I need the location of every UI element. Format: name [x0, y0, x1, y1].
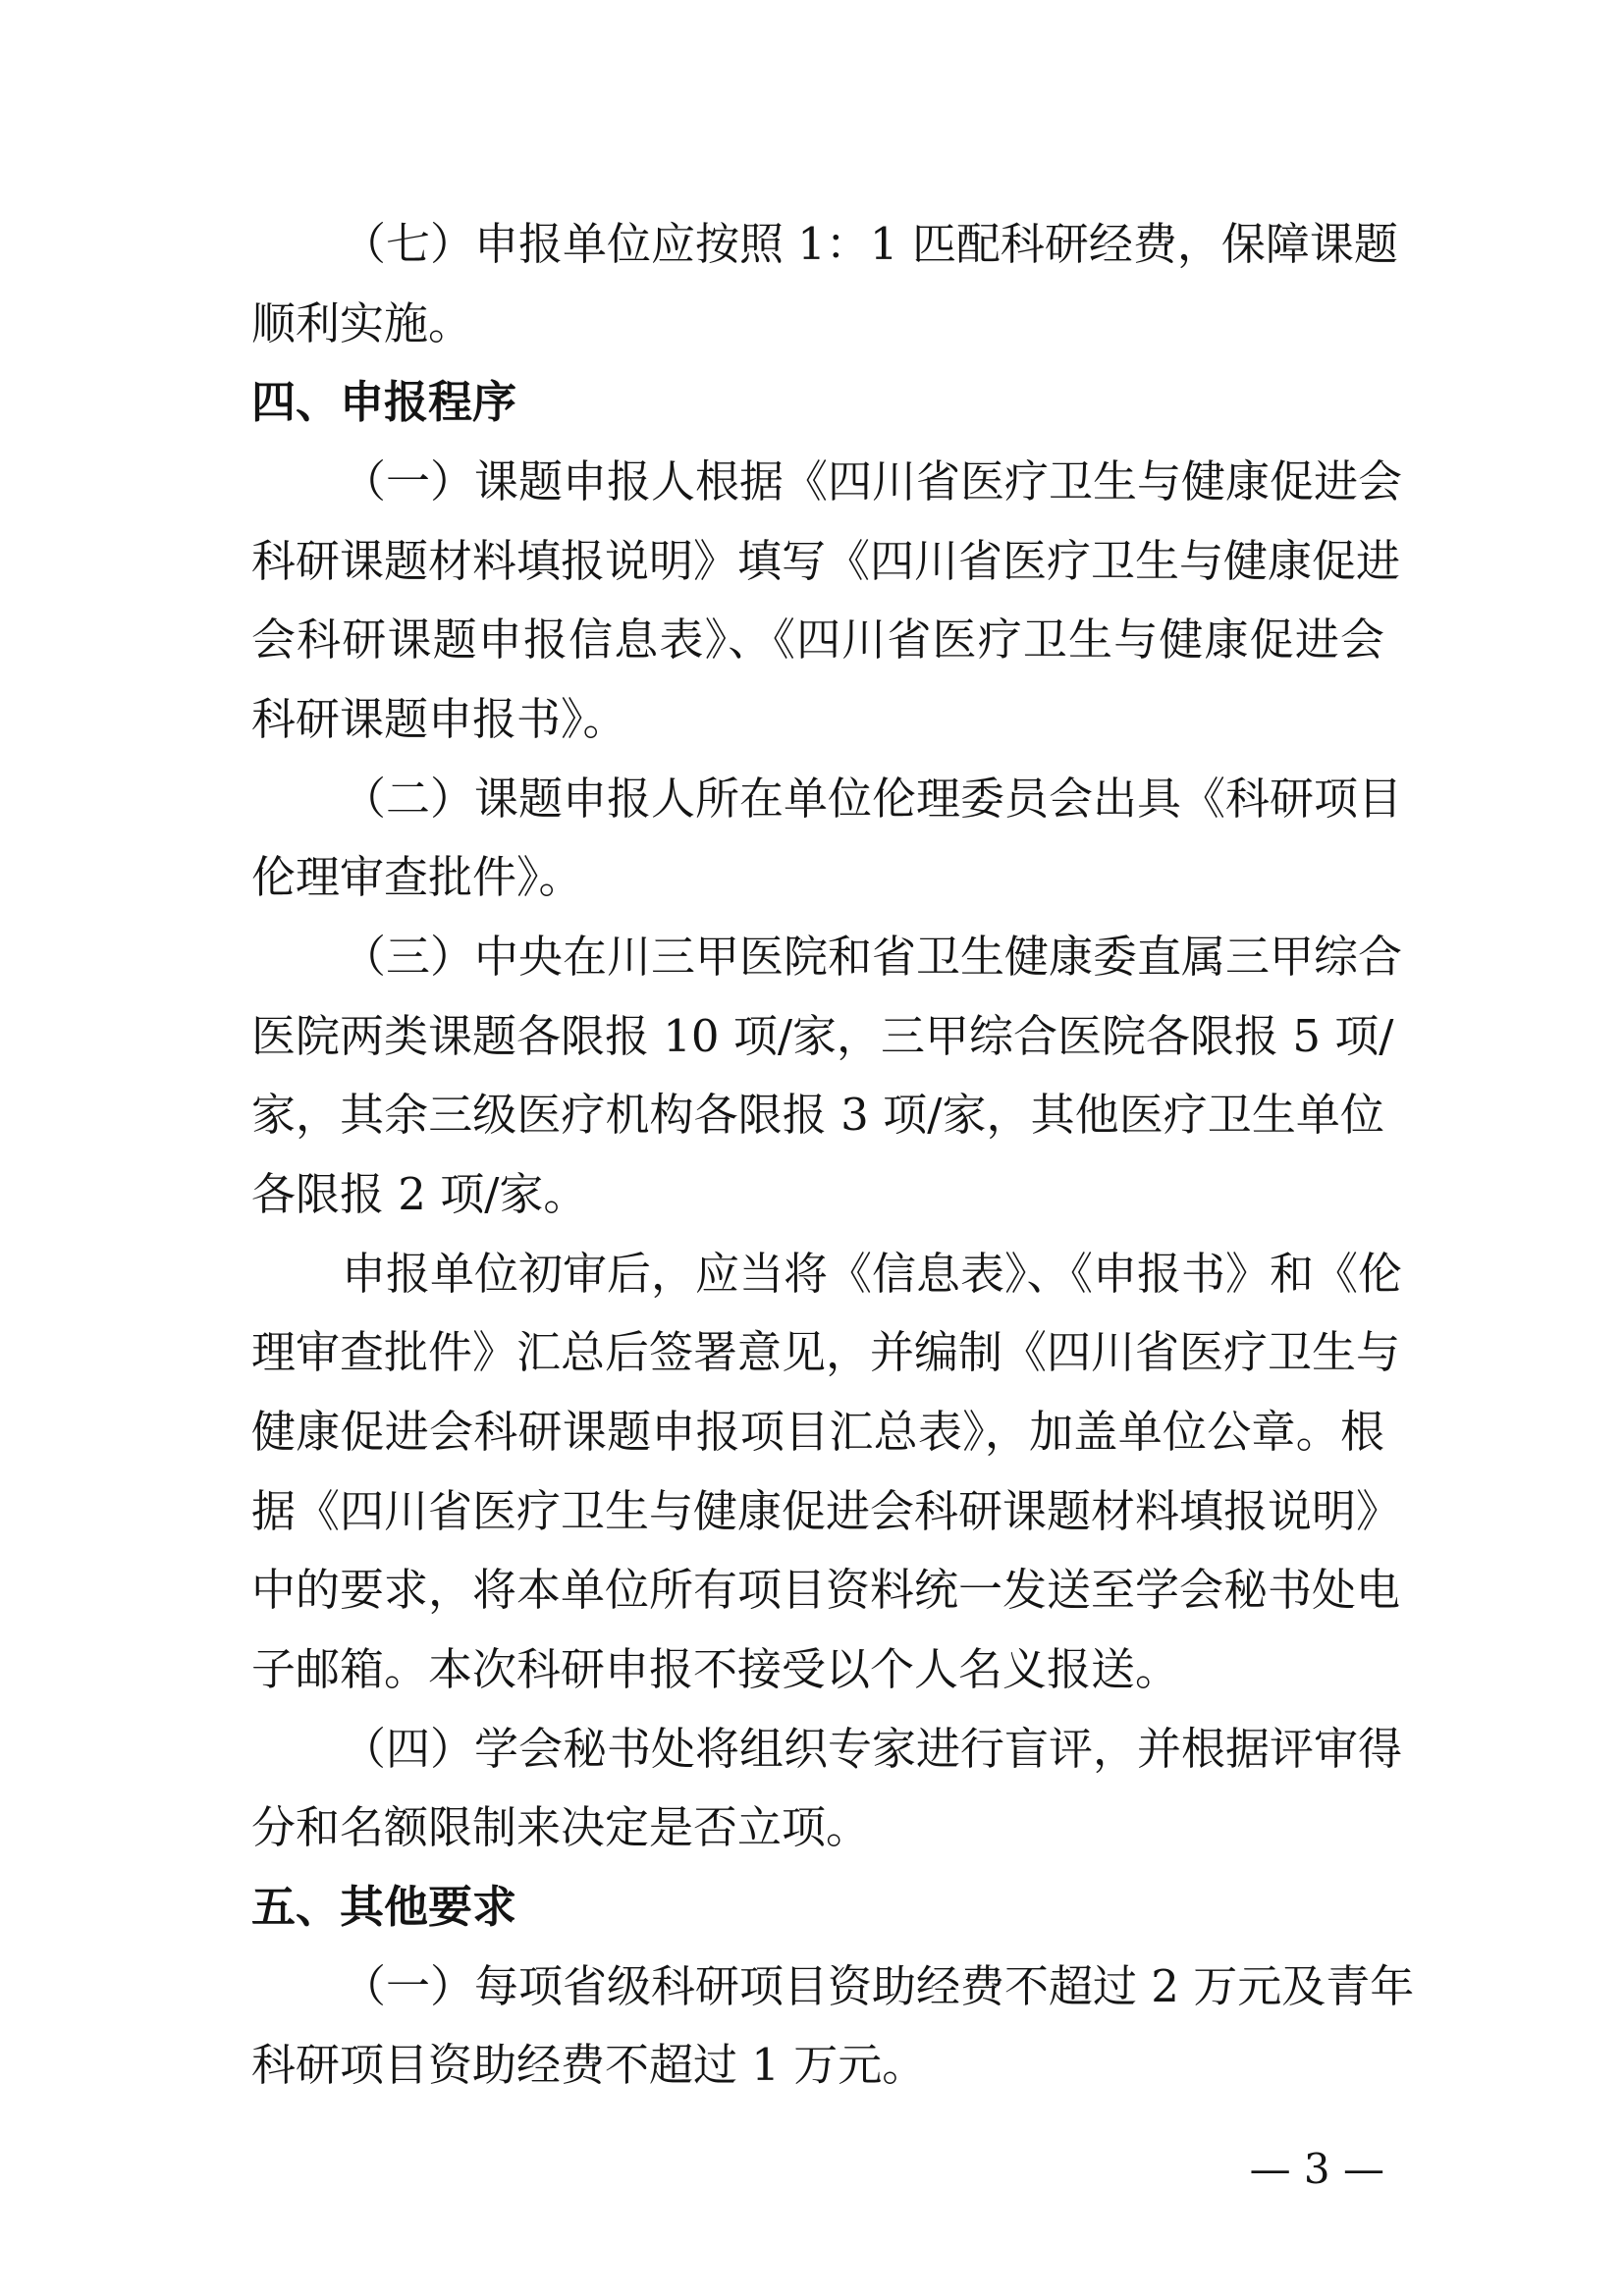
body-line: 子邮箱。本次科研申报不接受以个人名义报送。	[251, 1643, 1180, 1695]
body-line: 科研项目资助经费不超过 1 万元。	[251, 2039, 927, 2091]
section-heading: 五、其他要求	[251, 1881, 517, 1933]
body-line: （二）课题申报人所在单位伦理委员会出具《科研项目	[342, 773, 1403, 825]
body-line: （一）课题申报人根据《四川省医疗卫生与健康促进会	[342, 455, 1403, 507]
body-line: 中的要求，将本单位所有项目资料统一发送至学会秘书处电	[251, 1564, 1401, 1616]
body-line: 科研课题材料填报说明》填写《四川省医疗卫生与健康促进	[251, 535, 1401, 587]
body-line: 各限报 2 项/家。	[251, 1168, 588, 1220]
body-line: （一）每项省级科研项目资助经费不超过 2 万元及青年	[342, 1960, 1415, 2012]
page-number: — 3 —	[1249, 2145, 1384, 2193]
body-line: 家，其余三级医疗机构各限报 3 项/家，其他医疗卫生单位	[251, 1089, 1384, 1141]
body-line: 伦理审查批件》。	[251, 851, 583, 903]
body-line: 据《四川省医疗卫生与健康促进会科研课题材料填报说明》	[251, 1485, 1401, 1537]
body-line: 医院两类课题各限报 10 项/家，三甲综合医院各限报 5 项/	[251, 1010, 1394, 1062]
body-line: （三）中央在川三甲医院和省卫生健康委直属三甲综合	[342, 931, 1403, 983]
section-heading: 四、申报程序	[251, 376, 517, 428]
body-line: 科研课题申报书》。	[251, 693, 627, 745]
body-line: 健康促进会科研课题申报项目汇总表》，加盖单位公章。根	[251, 1406, 1384, 1458]
body-line: 顺利实施。	[251, 297, 473, 349]
body-line: （七）申报单位应按照 1：1 匹配科研经费，保障课题	[342, 218, 1398, 270]
body-line: 会科研课题申报信息表》、《四川省医疗卫生与健康促进会	[251, 614, 1384, 666]
body-line: 理审查批件》汇总后签署意见，并编制《四川省医疗卫生与	[251, 1326, 1401, 1378]
body-line: （四）学会秘书处将组织专家进行盲评，并根据评审得	[342, 1723, 1403, 1775]
body-line: 申报单位初审后，应当将《信息表》、《申报书》和《伦	[342, 1248, 1403, 1300]
body-line: 分和名额限制来决定是否立项。	[251, 1801, 871, 1853]
